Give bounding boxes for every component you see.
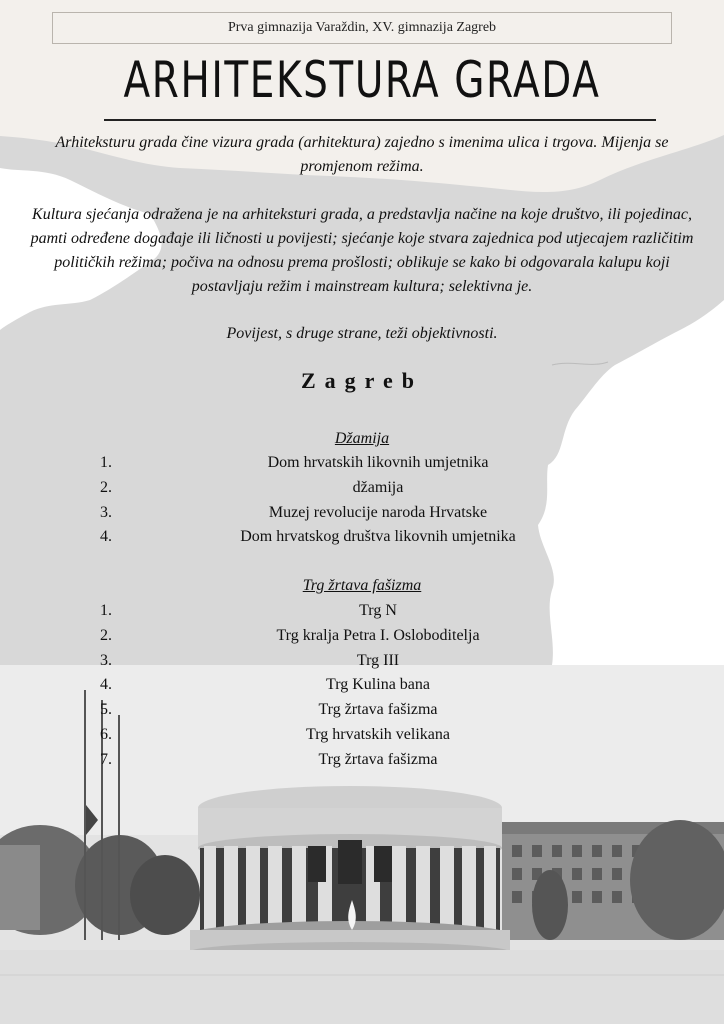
- list-item-text: Dom hrvatskih likovnih umjetnika: [267, 454, 489, 471]
- list-item-number: 6.: [100, 725, 112, 743]
- list-item: [0, 673, 724, 698]
- section-title-dzamija: Džamija: [334, 430, 390, 447]
- list-item: [0, 748, 724, 773]
- title-divider: [104, 119, 656, 121]
- dzamija-list: [0, 451, 724, 550]
- list-item-number: 2.: [100, 478, 112, 496]
- list-item-number: 3.: [100, 651, 112, 669]
- list-item-number: 2.: [100, 626, 112, 644]
- list-item-number: 4.: [100, 676, 112, 694]
- intro-paragraph-3: Povijest, s druge strane, teži objektivnosti.: [226, 325, 498, 342]
- list-item: [0, 698, 724, 723]
- list-item-text: Muzej revolucije naroda Hrvatske: [268, 503, 488, 521]
- list-item-number: 3.: [100, 503, 112, 521]
- list-item-text: Dom hrvatskog društva likovnih umjetnika: [240, 528, 516, 546]
- list-item: [0, 649, 724, 674]
- list-item: [0, 451, 724, 476]
- list-item-text: Trg žrtava fašizma: [318, 750, 438, 768]
- school-header-text: Prva gimnazija Varaždin, XV. gimnazija Zagreb: [227, 20, 497, 35]
- list-item-text: Trg III: [356, 651, 400, 669]
- list-item-text: Trg žrtava fašizma: [318, 701, 438, 719]
- trg-list: [0, 599, 724, 773]
- list-item: [0, 476, 724, 501]
- intro-paragraph-2: Kultura sjećanja odražena je na arhiteksturi grada, a predstavlja načine na koje društvo, ili pojedinac, pamti određene događaje ili ličnosti u povijesti; sjećanje koje stvara zajednica pod utjecajem različitim političkih režima; počiva na odnosu prema prošlosti; oblikuje se kako bi odgovarala kalupu koji postavljaju režim i mainstream kultura; selektivna je.: [30, 206, 694, 295]
- city-heading: Zagreb: [300, 368, 424, 393]
- list-item: [0, 723, 724, 748]
- school-header: [52, 12, 672, 44]
- list-item: [0, 599, 724, 624]
- page-title: ARHITEKSTURA GRADA: [123, 51, 601, 109]
- list-item-number: 7.: [100, 750, 112, 768]
- list-item-number: 4.: [100, 528, 112, 546]
- list-item-text: Trg kralja Petra I. Osloboditelja: [276, 626, 480, 644]
- list-item-number: 1.: [100, 602, 112, 619]
- list-item-text: Trg Kulina bana: [326, 676, 430, 694]
- intro-paragraph-1: Arhiteksturu grada čine vizura grada (arhitektura) zajedno s imenima ulica i trgova. Mijenja se promjenom režima.: [55, 134, 669, 175]
- section-title-trg-zrtava-fasizma: Trg žrtava fašizma: [302, 577, 422, 594]
- list-item-text: džamija: [352, 478, 404, 496]
- list-item: [0, 624, 724, 649]
- list-item-number: 1.: [100, 454, 112, 471]
- list-item: [0, 501, 724, 526]
- list-item-text: Trg hrvatskih velikana: [306, 725, 450, 743]
- list-item-number: 5.: [100, 701, 112, 719]
- list-item: [0, 525, 724, 550]
- list-item-text: Trg N: [359, 602, 397, 619]
